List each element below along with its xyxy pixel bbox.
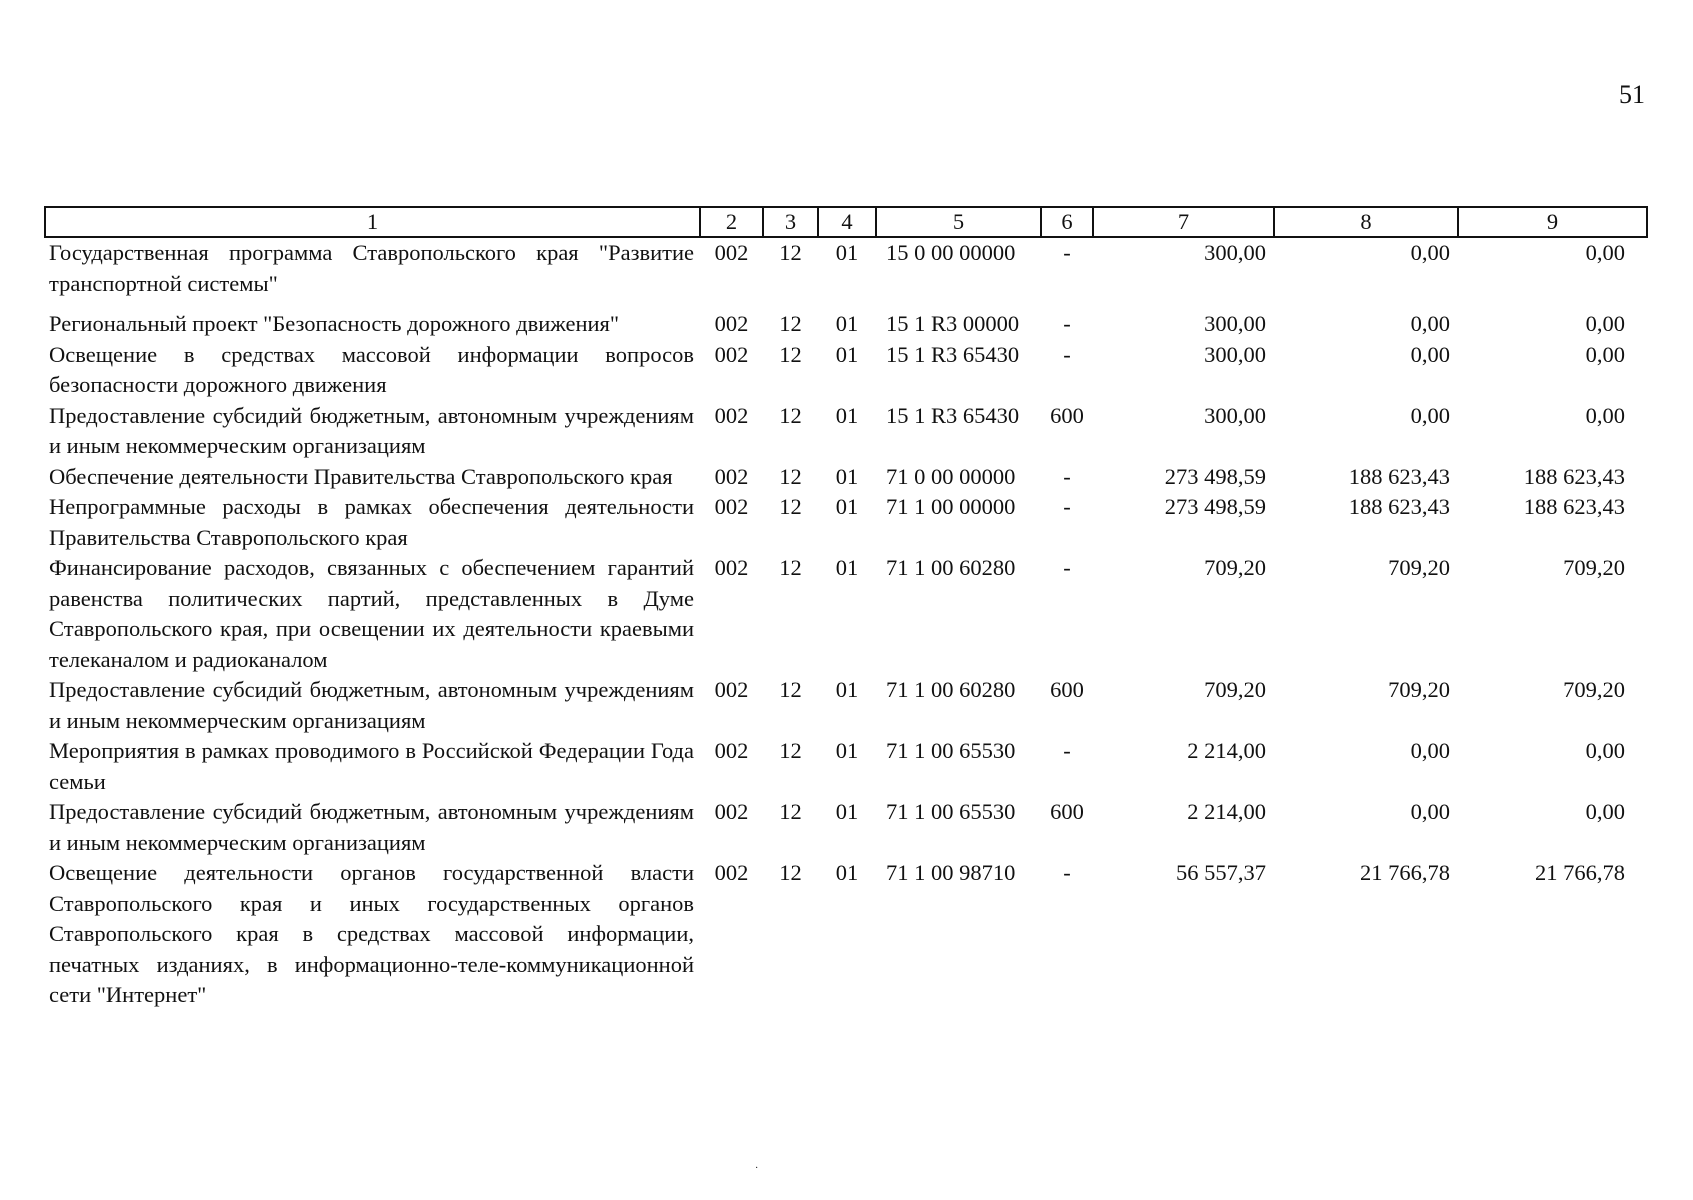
row-expense-type: - [1063,555,1071,580]
row-amount-7: 709,20 [1204,555,1266,580]
header-col-7: 7 [1093,207,1274,237]
row-target-code: 15 1 R3 00000 [886,311,1020,336]
row-ministry-code: 002 [714,799,749,824]
header-col-6: 6 [1041,207,1093,237]
row-expense-type: 600 [1050,677,1084,702]
row-amount-9: 0,00 [1585,341,1625,367]
row-expense-type: - [1063,494,1071,519]
row-target-code: 15 1 R3 65430 [886,402,1020,428]
row-section-code: 12 [779,555,802,580]
row-target-code: 71 1 00 00000 [886,494,1016,519]
table-body [45,237,1647,1011]
row-subsection-code: 01 [835,677,859,702]
row-amount-8: 0,00 [1410,402,1450,428]
row-ministry-code: 002 [714,860,749,885]
header-col-5: 5 [876,207,1041,237]
header-col-4: 4 [818,207,876,237]
row-amount-8: 0,00 [1410,738,1450,763]
row-name: Предоставление субсидий бюджетным, автономным учреждениям и иным некоммерческим организациям [49,799,694,855]
row-expense-type: 600 [1050,799,1084,824]
row-ministry-code: 002 [714,463,749,489]
row-amount-8: 709,20 [1388,555,1450,580]
row-ministry-code: 002 [714,240,749,265]
row-ministry-code: 002 [714,311,749,336]
row-name: Государственная программа Ставропольского края "Развитие транспортной системы" [49,240,694,296]
row-subsection-code: 01 [835,738,859,763]
row-expense-type: - [1063,463,1071,489]
header-col-1: 1 [45,207,700,237]
row-name: Региональный проект "Безопасность дорожного движения" [49,311,620,336]
row-section-code: 12 [779,799,802,824]
row-amount-7: 300,00 [1204,402,1266,428]
row-amount-7: 300,00 [1204,311,1266,336]
row-section-code: 12 [779,311,802,336]
row-subsection-code: 01 [835,555,859,580]
row-ministry-code: 002 [714,738,749,763]
row-section-code: 12 [779,341,802,367]
row-amount-9: 0,00 [1585,402,1625,428]
row-expense-type: - [1063,738,1071,763]
row-amount-9: 709,20 [1563,555,1625,580]
row-amount-9: 0,00 [1585,738,1625,763]
row-name: Обеспечение деятельности Правительства Ставропольского края [49,463,673,489]
header-col-2: 2 [700,207,763,237]
table-row [45,401,1647,462]
table-row [45,736,1647,797]
row-ministry-code: 002 [714,677,749,702]
row-section-code: 12 [779,463,802,489]
row-amount-8: 21 766,78 [1360,860,1450,885]
row-section-code: 12 [779,494,802,519]
table-row [45,309,1647,340]
row-ministry-code: 002 [714,494,749,519]
row-amount-9: 188 623,43 [1523,494,1625,519]
row-target-code: 71 0 00 00000 [886,463,1016,489]
row-amount-7: 2 214,00 [1187,738,1266,763]
header-col-3: 3 [763,207,818,237]
row-expense-type: - [1063,311,1071,336]
row-expense-type: - [1063,860,1071,885]
table-row [45,462,1647,493]
row-amount-8: 709,20 [1388,677,1450,702]
row-amount-7: 300,00 [1204,341,1266,367]
row-ministry-code: 002 [714,341,749,367]
row-amount-8: 0,00 [1410,311,1450,336]
row-name: Мероприятия в рамках проводимого в Российской Федерации Года семьи [49,738,694,794]
row-amount-9: 0,00 [1585,240,1625,265]
table-row [45,492,1647,553]
row-amount-7: 273 498,59 [1164,494,1266,519]
table-row [45,237,1647,309]
row-ministry-code: 002 [714,402,749,428]
budget-table [44,206,1648,1011]
row-amount-8: 0,00 [1410,341,1450,367]
row-section-code: 12 [779,677,802,702]
row-section-code: 12 [779,738,802,763]
row-subsection-code: 01 [835,402,859,428]
row-amount-7: 300,00 [1204,240,1266,265]
row-amount-9: 188 623,43 [1523,463,1625,489]
row-expense-type: 600 [1050,402,1084,428]
row-amount-7: 273 498,59 [1164,463,1266,489]
row-subsection-code: 01 [835,799,859,824]
row-subsection-code: 01 [835,494,859,519]
row-target-code: 71 1 00 65530 [886,799,1016,824]
row-subsection-code: 01 [835,311,859,336]
row-amount-8: 188 623,43 [1348,463,1450,489]
table-row [45,675,1647,736]
header-col-9: 9 [1458,207,1647,237]
row-name: Освещение в средствах массовой информации вопросов безопасности дорожного движения [49,341,694,397]
row-section-code: 12 [779,860,802,885]
row-amount-7: 709,20 [1204,677,1266,702]
row-subsection-code: 01 [835,463,859,489]
row-amount-8: 0,00 [1410,799,1450,824]
row-name: Предоставление субсидий бюджетным, автономным учреждениям и иным некоммерческим организациям [49,402,694,458]
row-subsection-code: 01 [835,860,859,885]
row-expense-type: - [1063,240,1071,265]
row-target-code: 71 1 00 65530 [886,738,1016,763]
table-row [45,340,1647,401]
row-subsection-code: 01 [835,240,859,265]
row-amount-8: 0,00 [1410,240,1450,265]
row-expense-type: - [1063,341,1071,367]
row-amount-7: 56 557,37 [1176,860,1266,885]
row-target-code: 15 1 R3 65430 [886,341,1020,367]
row-name: Финансирование расходов, связанных с обеспечением гарантий равенства политических партий, представленных в Думе Ставропольского края, при освещении их деятельности краевыми телеканалом и радиоканалом [49,555,694,672]
row-section-code: 12 [779,240,802,265]
row-amount-9: 709,20 [1563,677,1625,702]
page-number: 51 [1619,80,1645,109]
row-amount-9: 21 766,78 [1535,860,1625,885]
row-amount-8: 188 623,43 [1348,494,1450,519]
row-amount-9: 0,00 [1585,799,1625,824]
row-target-code: 71 1 00 98710 [886,860,1016,885]
row-subsection-code: 01 [835,341,859,367]
row-amount-9: 0,00 [1585,311,1625,336]
row-target-code: 15 0 00 00000 [886,240,1016,265]
table-row [45,553,1647,675]
row-name: Предоставление субсидий бюджетным, автономным учреждениям и иным некоммерческим организациям [49,677,694,733]
table-row [45,797,1647,858]
table-header [45,207,1647,237]
scan-speck: · [755,1163,759,1174]
row-name: Непрограммные расходы в рамках обеспечения деятельности Правительства Ставропольского края [49,494,694,550]
row-amount-7: 2 214,00 [1187,799,1266,824]
row-ministry-code: 002 [714,555,749,580]
row-target-code: 71 1 00 60280 [886,555,1016,580]
row-section-code: 12 [779,402,802,428]
row-target-code: 71 1 00 60280 [886,677,1016,702]
table-row [45,858,1647,1011]
row-name: Освещение деятельности органов государственной власти Ставропольского края и иных государственных органов Ставропольского края в средствах массовой информации, печатных изданиях, в информационно-теле-коммуникационной сети "Интернет" [49,860,694,1007]
header-col-8: 8 [1274,207,1458,237]
